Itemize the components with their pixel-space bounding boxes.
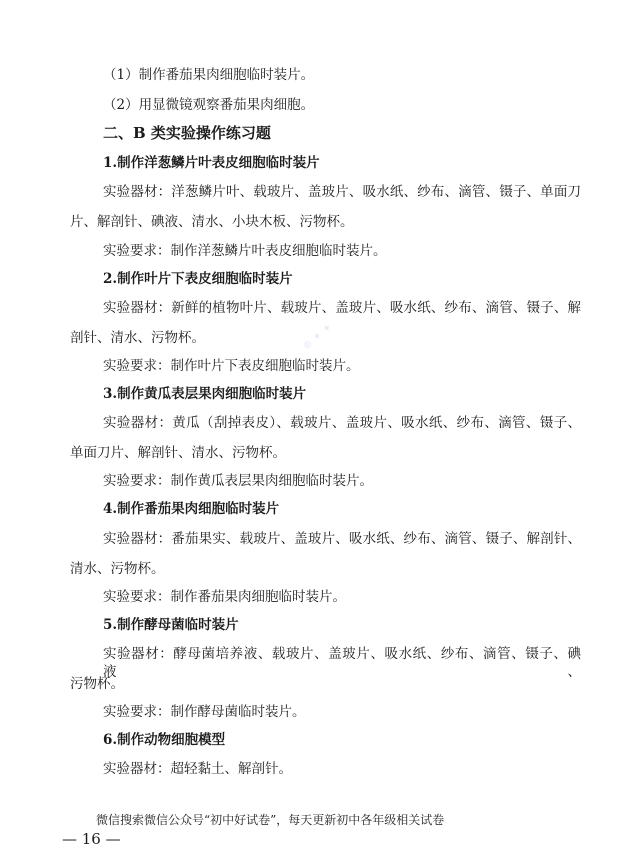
exp5-materials-line1: 实验器材：酵母菌培养液、载玻片、盖玻片、吸水纸、纱布、滴管、镊子、碘液、	[103, 646, 581, 680]
exp1-materials-line2: 片、解剖针、碘液、清水、小块木板、污物杯。	[70, 214, 354, 230]
exp4-title: 4.制作番茄果肉细胞临时装片	[103, 501, 280, 517]
exp5-requirement: 实验要求：制作酵母菌临时装片。	[103, 704, 306, 720]
exp3-materials-line1: 实验器材：黄瓜（刮掉表皮）、载玻片、盖玻片、吸水纸、纱布、滴管、镊子、	[103, 415, 581, 431]
intro-item-2: （2）用显微镜观察番茄果肉细胞。	[103, 97, 315, 113]
exp6-title: 6.制作动物细胞模型	[103, 732, 226, 748]
exp4-materials-line1: 实验器材：番茄果实、载玻片、盖玻片、吸水纸、纱布、滴管、镊子、解剖针、	[103, 531, 581, 547]
exp1-title: 1.制作洋葱鳞片叶表皮细胞临时装片	[103, 155, 320, 171]
exp2-materials-line1: 实验器材：新鲜的植物叶片、载玻片、盖玻片、吸水纸、纱布、滴管、镊子、解	[103, 300, 581, 316]
watermark: ⊕ ✦ ✦	[299, 320, 335, 353]
exp5-title: 5.制作酵母菌临时装片	[103, 617, 239, 633]
exp5-materials-line2: 污物杯。	[70, 676, 124, 692]
intro-item-1: （1）制作番茄果肉细胞临时装片。	[103, 67, 315, 83]
exp4-requirement: 实验要求：制作番茄果肉细胞临时装片。	[103, 589, 346, 605]
exp2-materials-line2: 剖针、清水、污物杯。	[70, 330, 205, 346]
footer-note: 微信搜索微信公众号“初中好试卷”，每天更新初中各年级相关试卷	[96, 813, 445, 827]
page-number: — 16 —	[62, 830, 121, 848]
exp3-title: 3.制作黄瓜表层果肉细胞临时装片	[103, 386, 307, 402]
exp2-requirement: 实验要求：制作叶片下表皮细胞临时装片。	[103, 358, 360, 374]
exp2-title: 2.制作叶片下表皮细胞临时装片	[103, 271, 293, 287]
exp4-materials-line2: 清水、污物杯。	[70, 561, 165, 577]
section-heading: 二、B 类实验操作练习题	[103, 124, 271, 142]
exp3-requirement: 实验要求：制作黄瓜表层果肉细胞临时装片。	[103, 473, 373, 489]
exp1-materials-line1: 实验器材：洋葱鳞片叶、载玻片、盖玻片、吸水纸、纱布、滴管、镊子、单面刀	[103, 184, 581, 200]
exp6-materials: 实验器材：超轻黏土、解剖针。	[103, 761, 292, 777]
exp3-materials-line2: 单面刀片、解剖针、清水、污物杯。	[70, 445, 286, 461]
exp1-requirement: 实验要求：制作洋葱鳞片叶表皮细胞临时装片。	[103, 243, 387, 259]
